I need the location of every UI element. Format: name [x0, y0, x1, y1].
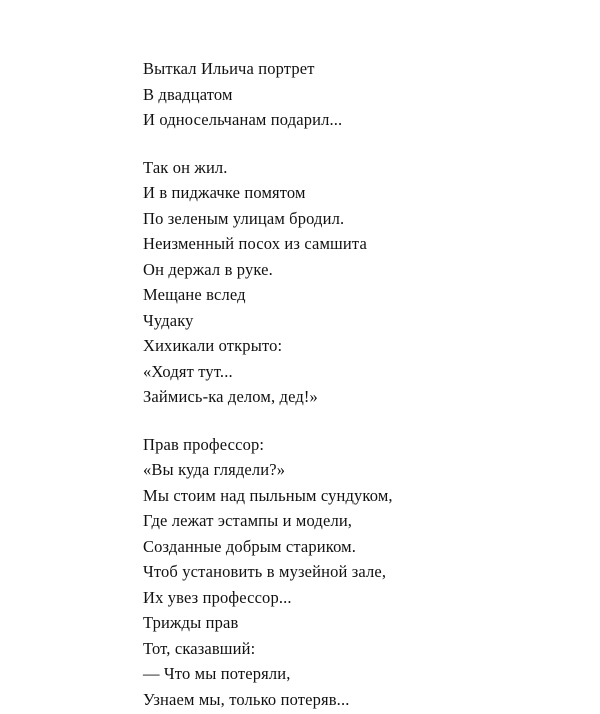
poem-line: Их увез профессор... [143, 587, 292, 607]
poem-line: «Вы куда глядели?» [143, 460, 286, 479]
poem-body [143, 56, 563, 712]
poem-stanza [143, 56, 563, 133]
poem-line: Чтоб установить в музейной зале, [143, 562, 387, 581]
poem-line: Хихикали открыто: [143, 336, 283, 355]
poem-line: Тот, сказавший: [143, 638, 256, 658]
poem-line: — Что мы потеряли, [143, 664, 291, 683]
poem-line: Узнаем мы, только потеряв... [143, 689, 350, 709]
poem-line: Созданные добрым стариком. [143, 536, 357, 556]
poem-line: И односельчанам подарил... [143, 110, 343, 129]
poem-line: Трижды прав [143, 613, 239, 632]
poem-line: Мы стоим над пыльным сундуком, [143, 485, 393, 505]
poem-line: В двадцатом [143, 84, 233, 104]
poem-line: Он держал в руке. [143, 259, 273, 279]
poem-line: «Ходят тут... [143, 361, 233, 381]
poem-line: Прав профессор: [143, 434, 265, 454]
poem-stanza [143, 432, 563, 713]
poem-line: Займись-ка делом, дед!» [143, 387, 318, 406]
poem-line: Так он жил. [143, 157, 228, 177]
poem-line: Чудаку [143, 310, 194, 330]
poem-line: Неизменный посох из самшита [143, 234, 367, 253]
poem-line: По зеленым улицам бродил. [143, 208, 345, 228]
poem-stanza [143, 155, 563, 410]
poem-line: Мещане вслед [143, 285, 246, 304]
poem-line: Где лежат эстампы и модели, [143, 511, 353, 530]
poem-line: Выткал Ильича портрет [143, 59, 315, 78]
poem-line: И в пиджачке помятом [143, 183, 306, 202]
